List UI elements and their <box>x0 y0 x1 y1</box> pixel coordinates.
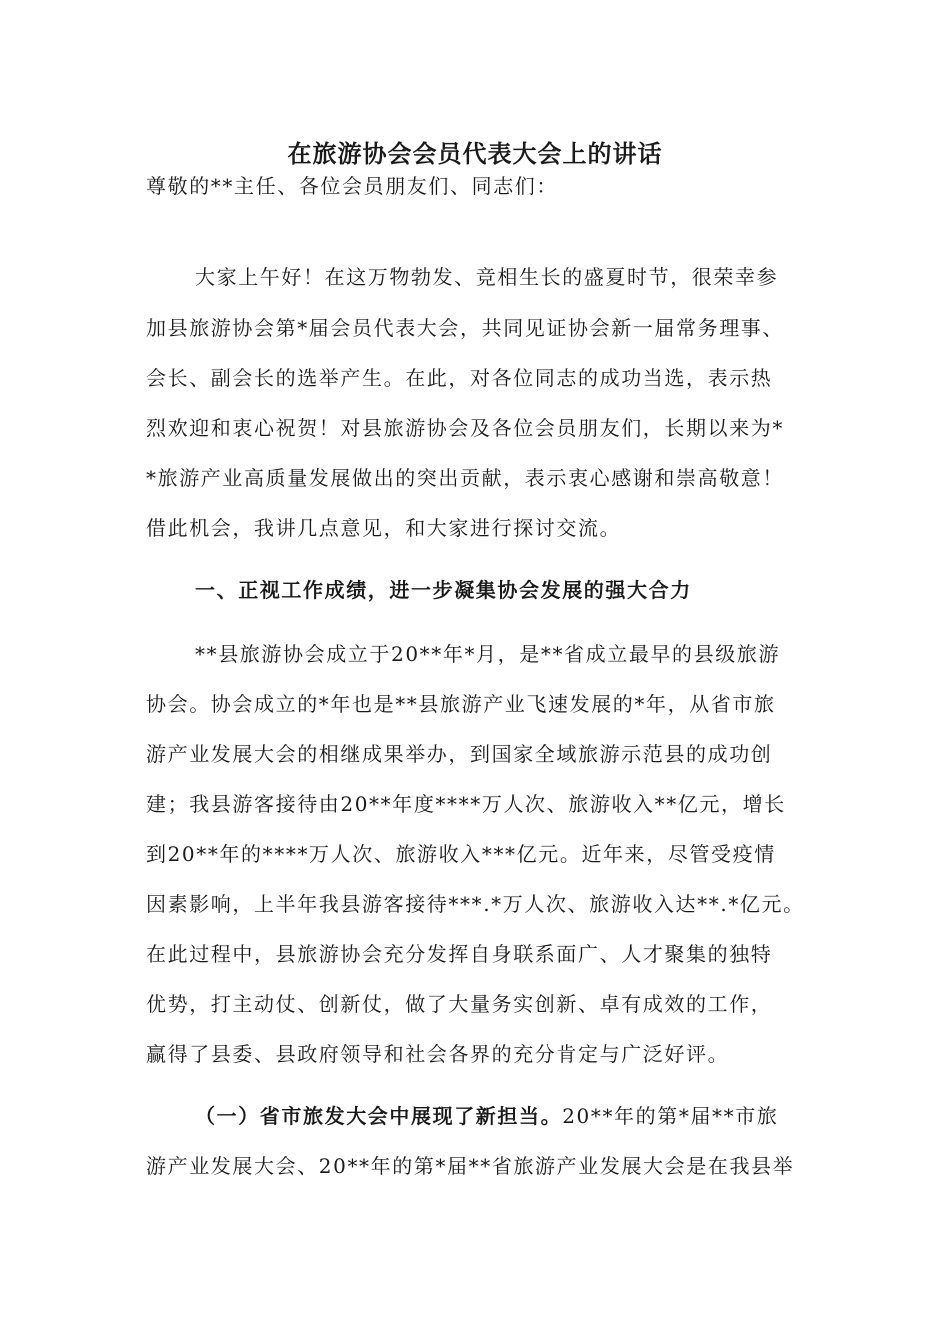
salutation: 尊敬的**主任、各位会员朋友们、同志们： <box>146 174 558 198</box>
paragraph-line: 协会。协会成立的*年也是**县旅游产业飞速发展的*年，从省市旅 <box>146 692 776 716</box>
paragraph-line: 优势，打主动仗、创新仗，做了大量务实创新、卓有成效的工作， <box>146 992 773 1016</box>
paragraph-line: 到20**年的****万人次、旅游收入***亿元。近年来，尽管受疫情 <box>146 842 776 866</box>
paragraph-line: 游产业发展大会的相继成果举办，到国家全域旅游示范县的成功创 <box>146 742 773 766</box>
paragraph-line: 因素影响，上半年我县游客接待***.*万人次、旅游收入达**.*亿元。 <box>146 892 805 916</box>
paragraph-line: 大家上午好！在这万物勃发、竞相生长的盛夏时节，很荣幸参 <box>195 265 779 289</box>
paragraph-line: 建；我县游客接待由20**年度****万人次、旅游收入**亿元，增长 <box>146 792 786 816</box>
subsection-line <box>195 1100 778 1132</box>
document-title: 在旅游协会会员代表大会上的讲话 <box>287 139 663 168</box>
paragraph-line: 会长、副会长的选举产生。在此，对各位同志的成功当选，表示热 <box>146 366 773 390</box>
subsection-heading: （一）省市旅发大会中展现了新担当。 <box>195 1104 563 1128</box>
paragraph-line: **县旅游协会成立于20**年*月，是**省成立最早的县级旅游 <box>195 642 781 666</box>
subsection-text: 20**年的第*届**市旅 <box>562 1104 779 1128</box>
paragraph-line: 游产业发展大会、20**年的第*届**省旅游产业发展大会是在我县举 <box>146 1154 795 1178</box>
paragraph-line: 在此过程中，县旅游协会充分发挥自身联系面广、人才聚集的独特 <box>146 942 773 966</box>
paragraph-line: 赢得了县委、县政府领导和社会各界的充分肯定与广泛好评。 <box>146 1042 730 1066</box>
section-heading: 一、正视工作成绩，进一步凝集协会发展的强大合力 <box>195 578 692 602</box>
paragraph-line: 烈欢迎和衷心祝贺！对县旅游协会及各位会员朋友们，长期以来为* <box>146 416 784 440</box>
paragraph-line: 加县旅游协会第*届会员代表大会，共同见证协会新一届常务理事、 <box>146 316 784 340</box>
paragraph-line: 借此机会，我讲几点意见，和大家进行探讨交流。 <box>146 516 622 540</box>
paragraph-line: *旅游产业高质量发展做出的突出贡献，表示衷心感谢和崇高敬意！ <box>146 466 784 490</box>
